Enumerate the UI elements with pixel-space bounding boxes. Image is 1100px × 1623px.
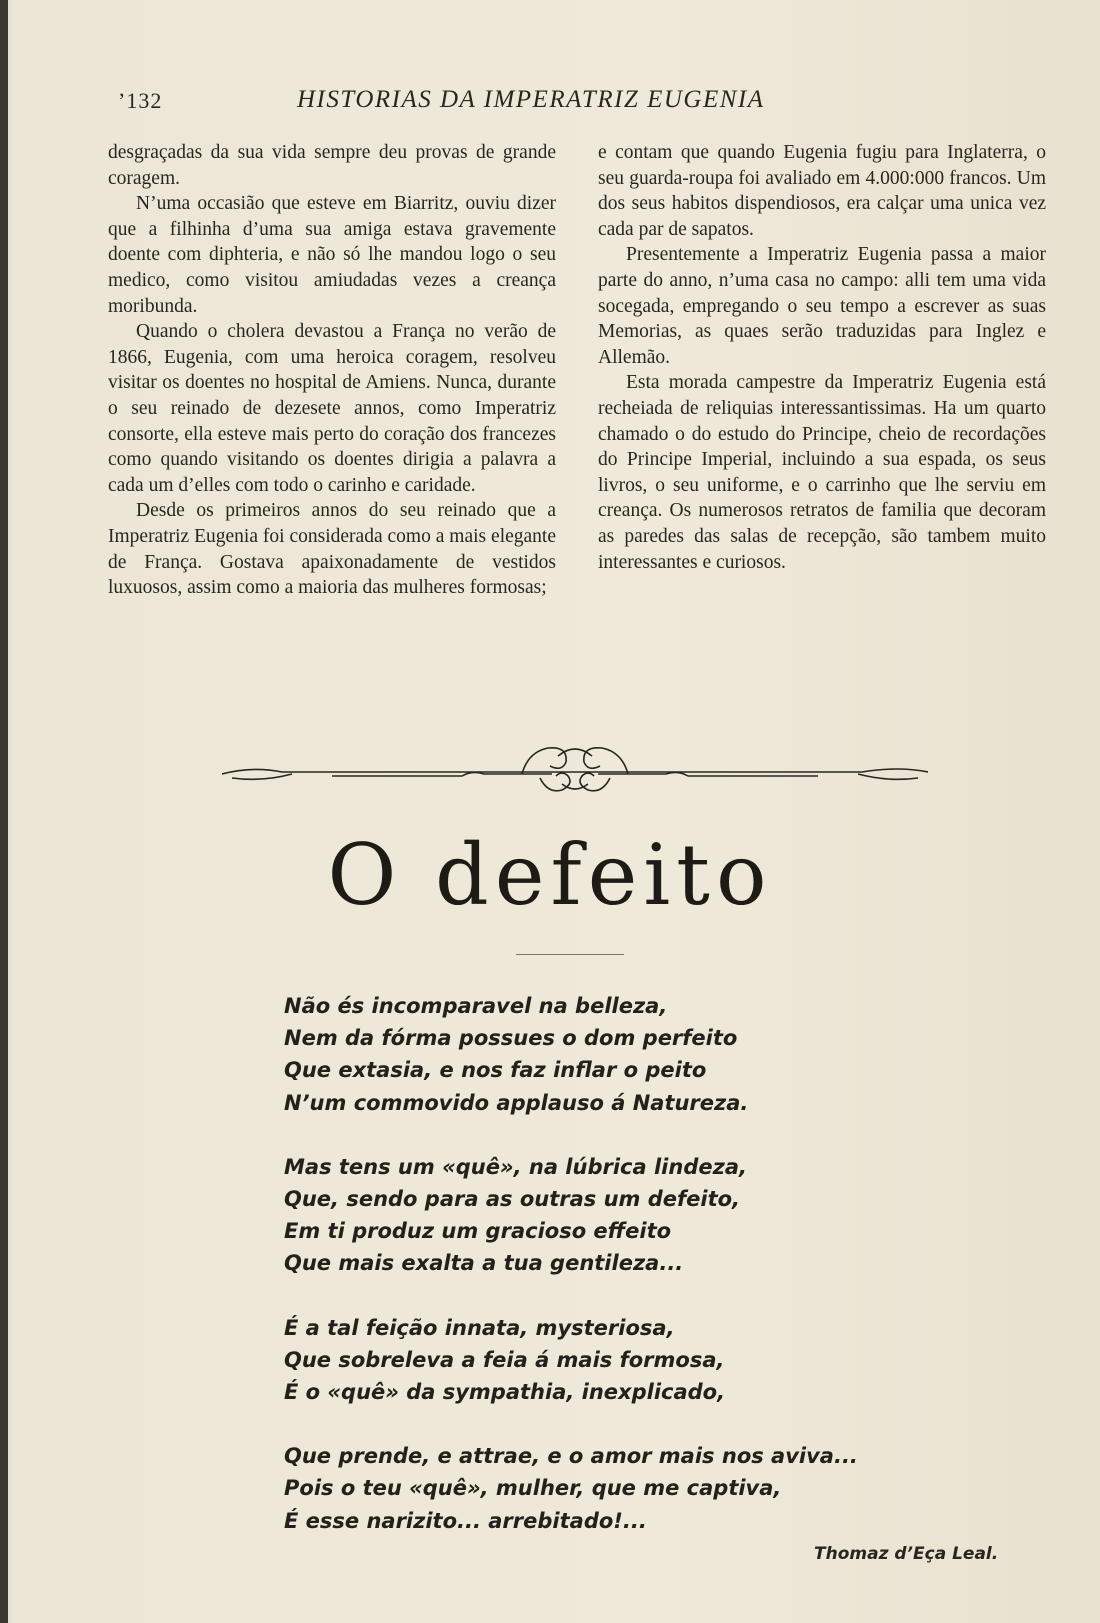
poem-title: O defeito	[327, 826, 773, 924]
page-number: ’132	[118, 88, 163, 113]
poem-line: Não és incomparavel na belleza,	[284, 994, 668, 1018]
article-paragraph: Quando o cholera devastou a França no verão de 1866, Eugenia, com uma heroica coragem, resolveu visitar os doentes no hospital de Amiens. Nunca, durante o seu reinado de dezesete annos, como Imperatriz consorte, ella esteve mais perto do coração dos francezes como quando visitando os doentes dirigia a palavra a cada um d’elles com todo o carinho e caridade.	[108, 321, 556, 496]
running-title: HISTORIAS DA IMPERATRIZ EUGENIA	[297, 86, 765, 113]
title-divider	[516, 954, 624, 955]
poem-line: Pois o teu «quê», mulher, que me captiva,	[284, 1476, 782, 1501]
binding-edge	[0, 0, 8, 1623]
article-paragraph: Esta morada campestre da Imperatriz Eugenia está recheiada de reliquias interessantissimas. Ha um quarto chamado o do estudo do Principe, cheio de recordações do Principe Imperial, incluindo a sua espada, os seus livros, o seu uniforme, e o carrinho que lhe serviu em creança. Os numerosos retratos de familia que decoram as paredes das salas de recepção, são tambem muito interessantes e curiosos.	[598, 372, 1046, 573]
poem-line: É esse narizito... arrebitado!...	[284, 1508, 647, 1533]
article-paragraph: e contam que quando Eugenia fugiu para Inglaterra, o seu guarda-roupa foi avaliado em 4.000:000 francos. Um dos seus habitos dispendiosos, era calçar uma unica vez cada par de sapatos.	[598, 142, 1046, 240]
poem-stanza	[284, 1312, 924, 1409]
poem-line: Que extasia, e nos faz inflar o peito	[284, 1058, 707, 1083]
poem-stanza	[284, 1151, 924, 1280]
article-right-column	[598, 140, 1046, 575]
poem-line: Nem da fórma possues o dom perfeito	[284, 1026, 738, 1051]
article-paragraph: desgraçadas da sua vida sempre deu provas de grande coragem.	[108, 142, 556, 189]
poem-line: Que mais exalta a tua gentileza...	[284, 1251, 684, 1276]
decorative-flourish	[222, 738, 928, 796]
poem-line: Que, sendo para as outras um defeito,	[284, 1187, 741, 1212]
poem-line: Mas tens um «quê», na lúbrica lindeza,	[284, 1154, 747, 1179]
poem-line: Que sobreleva a feia á mais formosa,	[284, 1347, 725, 1372]
article-paragraph: N’uma occasião que esteve em Biarritz, ouviu dizer que a filhinha d’uma sua amiga estava gravemente doente com diphteria, e não só lhe mandou logo o seu medico, como visitou amiudadas vezes a creança moribunda.	[108, 193, 556, 317]
article-paragraph: Desde os primeiros annos do seu reinado que a Imperatriz Eugenia foi considerada como a mais elegante de França. Gostava apaixonadamente de vestidos luxuosos, assim como a maioria das mulheres formosas;	[108, 500, 556, 599]
poem-stanza	[284, 1440, 924, 1537]
article-paragraph: Presentemente a Imperatriz Eugenia passa a maior parte do anno, n’uma casa no campo: alli tem uma vida socegada, empregando o seu tempo a escrever as suas Memorias, as quaes serão traduzidas para Inglez e Allemão.	[598, 244, 1046, 368]
poem-stanza	[284, 990, 924, 1119]
poem-line: Que prende, e attrae, e o amor mais nos aviva...	[284, 1444, 858, 1469]
poem-line: É o «quê» da sympathia, inexplicado,	[284, 1380, 726, 1405]
page-header	[112, 82, 872, 122]
poem-line: Em ti produz um gracioso effeito	[284, 1219, 672, 1244]
poem-author: Thomaz d’Eça Leal.	[814, 1544, 999, 1564]
poem-line: É a tal feição innata, mysteriosa,	[284, 1315, 675, 1340]
poem-line: N’um commovido applauso á Natureza.	[284, 1090, 749, 1115]
poem-body	[284, 990, 924, 1569]
article-left-column	[108, 140, 556, 601]
